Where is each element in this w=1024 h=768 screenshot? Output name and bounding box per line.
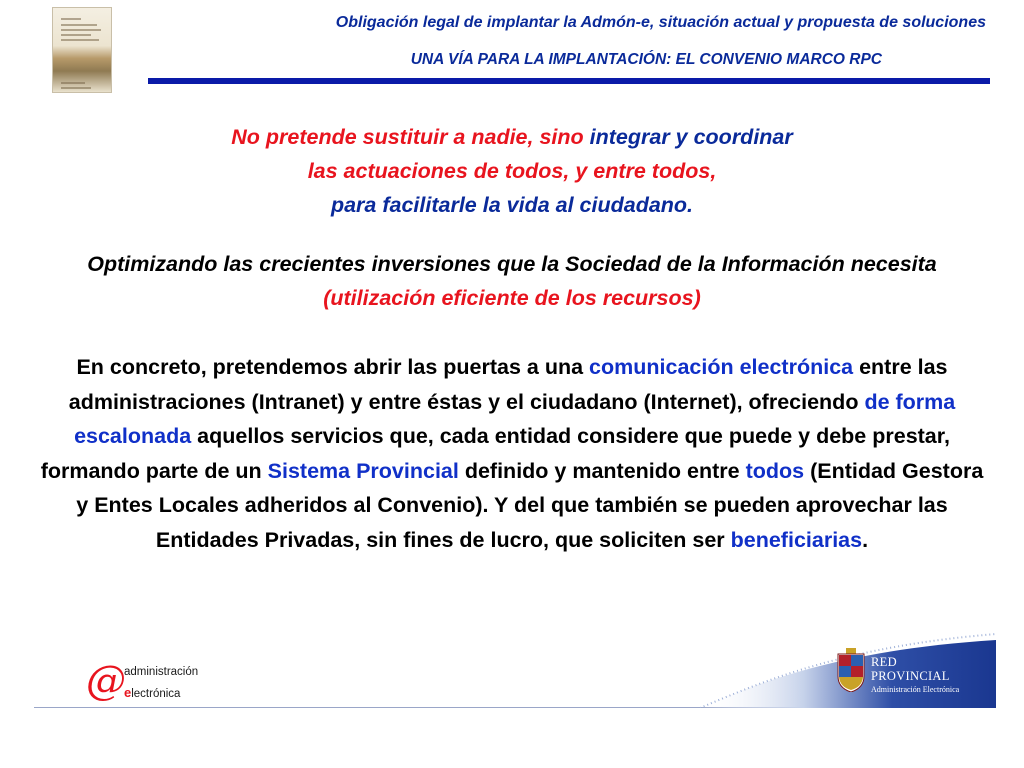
document-cover-thumbnail [52,7,112,93]
para-text-1: En concreto, pretendemos abrir las puertas a una [76,355,590,379]
quote-line3: para facilitarle la vida al ciudadano. [330,193,694,217]
red-provincial-subtitle: Administración Electrónica [871,685,960,694]
logo-letter-e: e [124,685,132,700]
logo-word-administracion: administración [124,666,199,678]
logo-word-ectronica: lectrónica [131,688,181,700]
optimizing-statement [60,247,964,315]
quote-line2: las actuaciones de todos, y entre todos, [307,159,717,183]
slide-header-title: Obligación legal de implantar la Admón-e, situación actual y propuesta de soluciones [335,14,986,31]
optimizing-highlight: (utilización eficiente de los recursos) [323,286,701,310]
at-sign-icon: @ [86,658,126,704]
para-text-6: . [862,527,869,552]
red-provincial-title [871,655,950,683]
para-highlight-3: Sistema Provincial [267,458,459,483]
para-highlight-4: todos [745,458,805,483]
quote-block [80,120,944,222]
coat-of-arms-icon [836,648,866,692]
logo-word-electronica [124,685,180,700]
administracion-electronica-logo [86,658,226,707]
para-text-5: (Entidad Gestora y Entes Locales adheridos al Convenio). Y del que también se pueden aprovechar las Entidades Privadas, sin fines de lucro, que soliciten ser [76,458,984,552]
slide-header-subtitle: UNA VÍA PARA LA IMPLANTACIÓN: EL CONVENIO MARCO RPC [410,51,882,68]
para-highlight-2: de forma escalonada [74,389,956,448]
main-paragraph [40,350,984,557]
quote-line1-blue: integrar y coordinar [589,125,793,149]
red-provincial-line1: RED [871,655,897,669]
optimizing-text: Optimizando las crecientes inversiones que la Sociedad de la Información necesita [87,252,937,276]
para-text-3: aquellos servicios que, cada entidad considere que puede y debe prestar, formando parte de un [40,424,950,483]
header-divider [148,78,990,84]
quote-line1-red: No pretende sustituir a nadie, sino [231,125,590,149]
para-highlight-5: beneficiarias [730,527,863,552]
red-provincial-line2: PROVINCIAL [871,669,950,683]
para-text-4: definido y mantenido entre [458,458,746,483]
para-text-2: entre las administraciones (Intranet) y entre éstas y el ciudadano (Internet), ofreciendo [68,355,948,414]
para-highlight-1: comunicación electrónica [589,355,854,379]
